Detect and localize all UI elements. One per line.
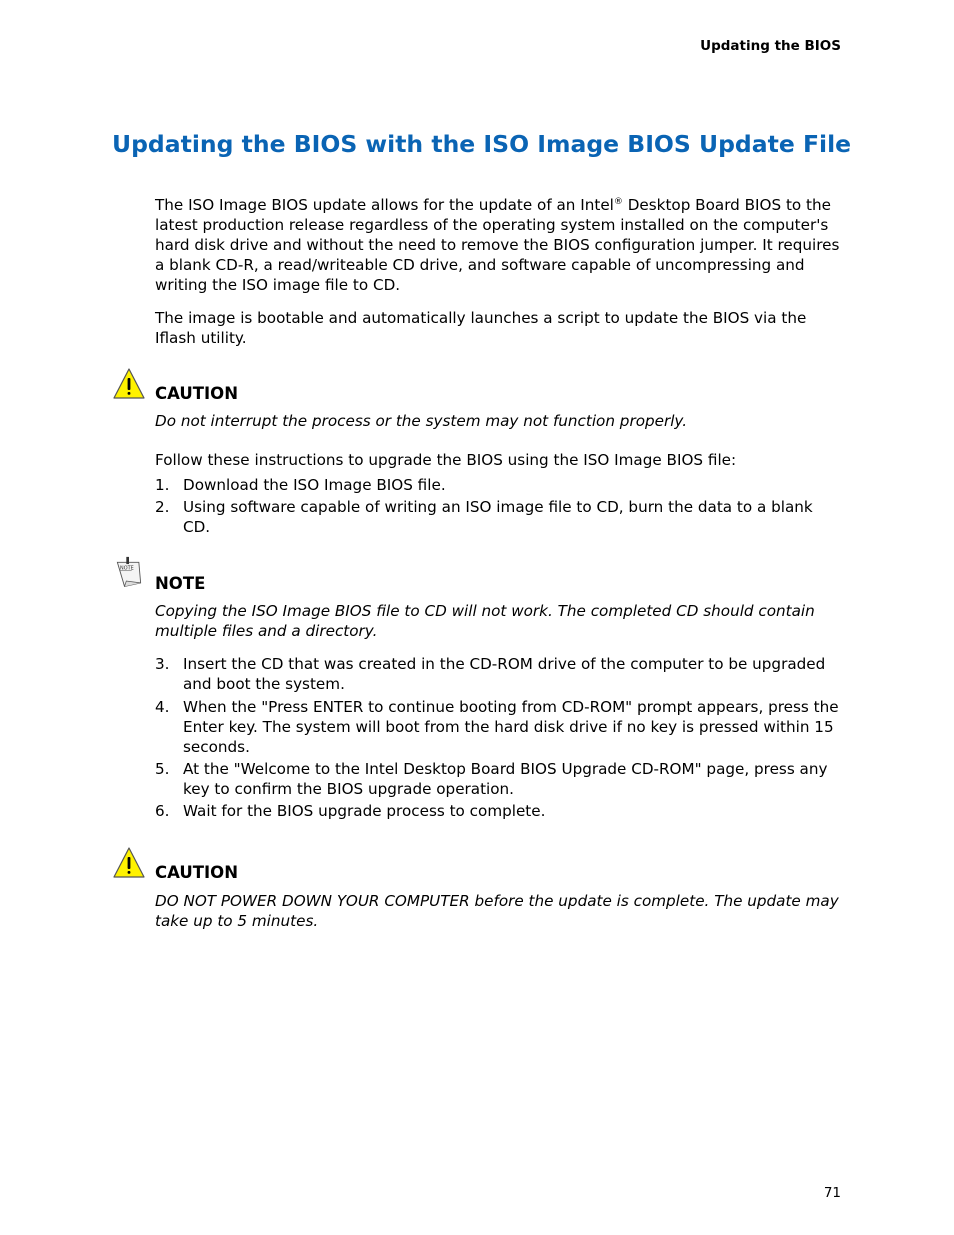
caution-text: DO NOT POWER DOWN YOUR COMPUTER before the update is complete. The update may take up to 5 minutes. [155,892,839,930]
warning-icon [112,846,146,880]
instructions-intro: Follow these instructions to upgrade the BIOS using the ISO Image BIOS file: [155,451,737,469]
intro-paragraph-1 [155,195,845,295]
list-item-text: Wait for the BIOS upgrade process to complete. [183,802,546,820]
caution-label: CAUTION [155,384,238,403]
intro-paragraph-2: The image is bootable and automatically launches a script to update the BIOS via the Iflash utility. [155,309,807,347]
warning-icon [112,367,146,401]
registered-mark: ® [613,196,623,207]
list-item-text: Using software capable of writing an ISO image file to CD, burn the data to a blank CD. [183,498,813,536]
list-item-text: When the "Press ENTER to continue booting from CD-ROM" prompt appears, press the Enter key. The system will boot from the hard disk drive if no key is pressed within 15 seconds. [183,698,839,756]
intro-text-after: Desktop Board BIOS to the latest production release regardless of the operating system installed on the computer's hard disk drive and without the need to remove the BIOS configuration jumper. It requires a blank CD-R, a read/writeable CD drive, and software capable of uncompressing and writing the ISO image file to CD. [155,196,840,294]
caution-label: CAUTION [155,863,238,882]
running-header: Updating the BIOS [700,38,841,54]
page-number: 71 [823,1185,841,1201]
list-item-number: 1. [155,476,170,494]
note-text: Copying the ISO Image BIOS file to CD will not work. The completed CD should contain multiple files and a directory. [155,602,815,640]
list-item-number: 5. [155,760,170,778]
note-icon-label: NOTE [120,565,134,572]
list-item-text: At the "Welcome to the Intel Desktop Board BIOS Upgrade CD-ROM" page, press any key to confirm the BIOS upgrade operation. [183,760,828,798]
list-item-number: 6. [155,802,170,820]
list-item-text: Download the ISO Image BIOS file. [183,476,446,494]
list-item-number: 4. [155,698,170,716]
list-item-number: 3. [155,655,170,673]
list-item-number: 2. [155,498,170,516]
list-item-text: Insert the CD that was created in the CD-ROM drive of the computer to be upgraded and boot the system. [183,655,826,693]
section-title: Updating the BIOS with the ISO Image BIOS Update File [112,130,852,158]
caution-text: Do not interrupt the process or the system may not function properly. [155,412,688,430]
intro-text-before: The ISO Image BIOS update allows for the update of an Intel [155,196,614,214]
note-label: NOTE [155,574,206,593]
note-icon [112,556,146,590]
